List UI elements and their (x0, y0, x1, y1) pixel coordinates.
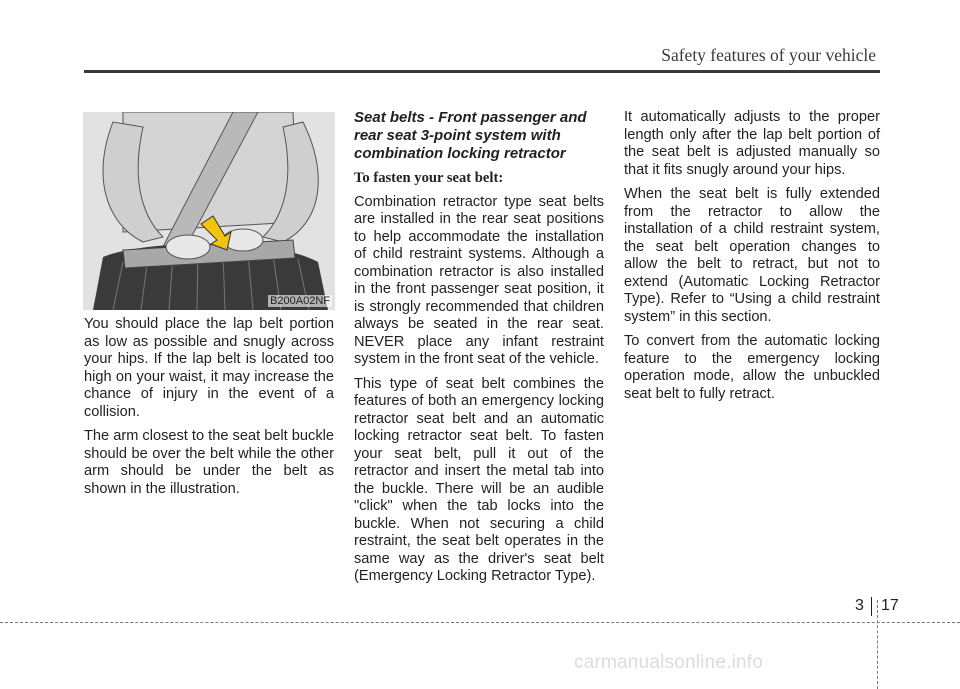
page-number-divider (871, 597, 872, 616)
paragraph: When the seat belt is fully extended from the retractor to allow the installation of a child restraint system, the seat belt operation changes to allow the belt to retract, but not to extend (Automatic Locking Retractor Type). Refer to “Using a child restraint system” in this section. (624, 186, 880, 325)
column-left (84, 316, 334, 505)
paragraph: It automatically adjusts to the proper length only after the lap belt portion of the seat belt is adjusted manually so that it fits snugly around your hips. (624, 109, 880, 178)
page-number: 17 (881, 597, 899, 614)
section-heading: Seat belts - Front passenger and rear seat 3-point system with combination locking retractor (354, 109, 587, 162)
paragraph: To convert from the automatic locking feature to the emergency locking operation mode, allow the unbuckled seat belt to fully retract. (624, 333, 880, 402)
header-rule (84, 70, 880, 73)
column-middle (354, 109, 604, 593)
paragraph: You should place the lap belt portion as low as possible and snugly across your hips. If the lap belt is located too high on your waist, it may increase the chance of injury in the event of a collision. (84, 316, 334, 420)
paragraph: Combination retractor type seat belts are installed in the rear seat positions to help accommodate the installation of child restraint systems. Although a combination retractor is also installed in the front passenger seat position, it is strongly recommended that children always be seated in the rear seat. NEVER place any infant restraint system in the front seat of the vehicle. (354, 193, 604, 367)
footer-vertical-line (877, 600, 878, 689)
figure-code: B200A02NF (270, 295, 330, 307)
seat-belt-illustration (83, 112, 335, 310)
watermark: carmanualsonline.info (574, 652, 764, 673)
seat-belt-drawing (83, 112, 335, 310)
column-right (624, 109, 880, 410)
subsection-heading: To fasten your seat belt: (354, 170, 504, 186)
footer-dashed-line (0, 622, 960, 623)
paragraph: The arm closest to the seat belt buckle should be over the belt while the other arm should be under the belt as shown in the illustration. (84, 428, 334, 497)
page-header-title: Safety features of your vehicle (661, 45, 876, 65)
paragraph: This type of seat belt combines the features of both an emergency locking retractor seat belt and an automatic locking retractor seat belt. To fasten your seat belt, pull it out of the retractor and insert the metal tab into the buckle. There will be an audible "click" when the tab locks into the buckle. When not securing a child restraint, the seat belt operates in the same way as the driver's seat belt (Emergency Locking Retractor Type). (354, 375, 604, 584)
chapter-number: 3 (855, 597, 864, 614)
